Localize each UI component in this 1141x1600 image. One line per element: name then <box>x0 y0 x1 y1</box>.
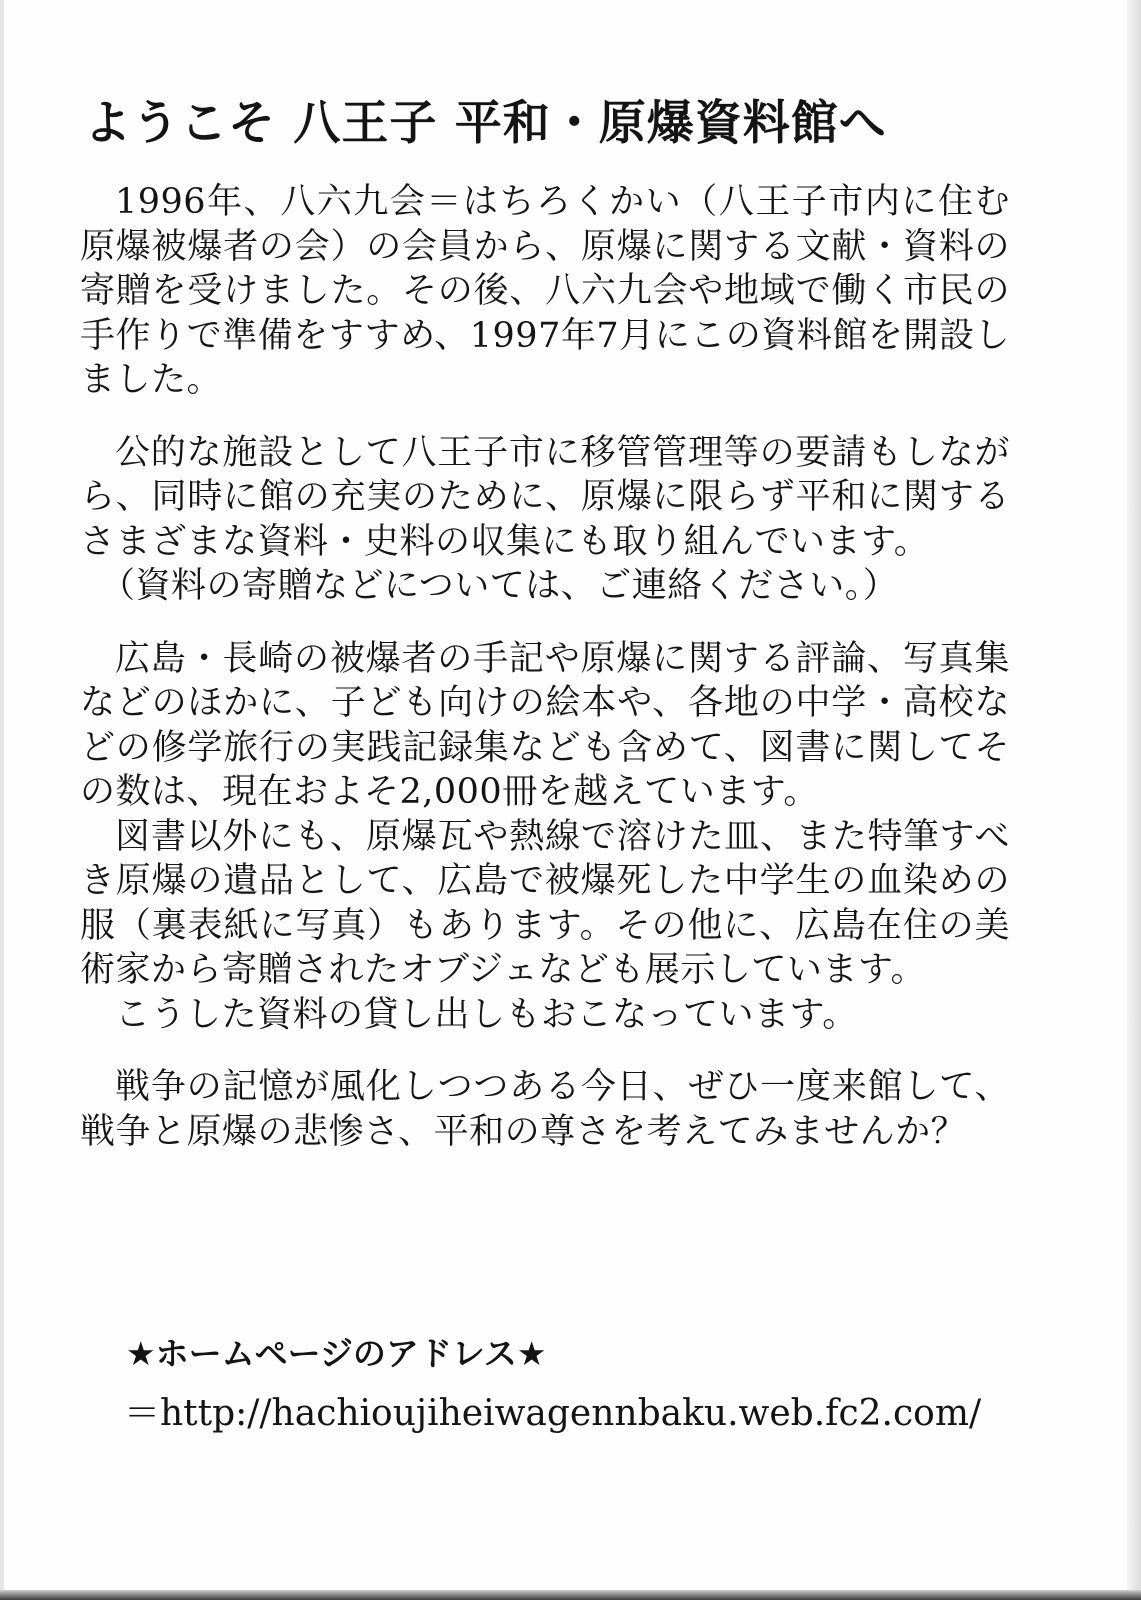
paragraph-founding: 1996年、八六九会＝はちろくかい（八王子市内に住む原爆被爆者の会）の会員から、原爆に関する文献・資料の寄贈を受けました。その後、八六九会や地域で働く市民の手作りで準備をすすめ、1997年7月にこの資料館を開設しました。 <box>80 182 1010 400</box>
paragraph-invitation: 戦争の記憶が風化しつつある今日、ぜひ一度来館して、戦争と原爆の悲惨さ、平和の尊さを考えてみませんか？ <box>80 1067 1010 1152</box>
page-title: ようこそ 八王子 平和・原爆資料館へ <box>84 96 887 151</box>
homepage-url[interactable]: ＝http://hachioujiheiwagennbaku.web.fc2.com/ <box>124 1393 982 1434</box>
paragraph-artifacts: 図書以外にも、原爆瓦や熱線で溶けた皿、また特筆すべき原爆の遺品として、広島で被爆死した中学生の血染めの服（裏表紙に写真）もあります。その他に、広島在住の美術家から寄贈されたオブジェなども展示しています。 <box>80 816 1010 990</box>
document-body <box>80 180 1010 1154</box>
paragraph-lending: こうした資料の貸し出しもおこなっています。 <box>115 994 858 1035</box>
paragraph-donation-note: （資料の寄贈などについては、ご連絡ください。） <box>100 566 899 606</box>
page-edge-right <box>1127 0 1141 1600</box>
paragraph-books: 広島・長崎の被爆者の手記や原爆に関する評論、写真集などのほかに、子ども向けの絵本や、各地の中学・高校などの修学旅行の実践記録集なども含めて、図書に関してその数は、現在およそ2,000冊を越えています。 <box>80 638 1010 812</box>
homepage-label: ★ホームページのアドレス★ <box>126 1334 547 1373</box>
page-edge-left <box>0 0 4 1600</box>
paragraph-collection: 公的な施設として八王子市に移管管理等の要請もしながら、同時に館の充実のために、原爆に限らず平和に関するさまざまな資料・史料の収集にも取り組んでいます。 <box>80 432 1010 562</box>
page-edge-bottom <box>0 1590 1141 1600</box>
